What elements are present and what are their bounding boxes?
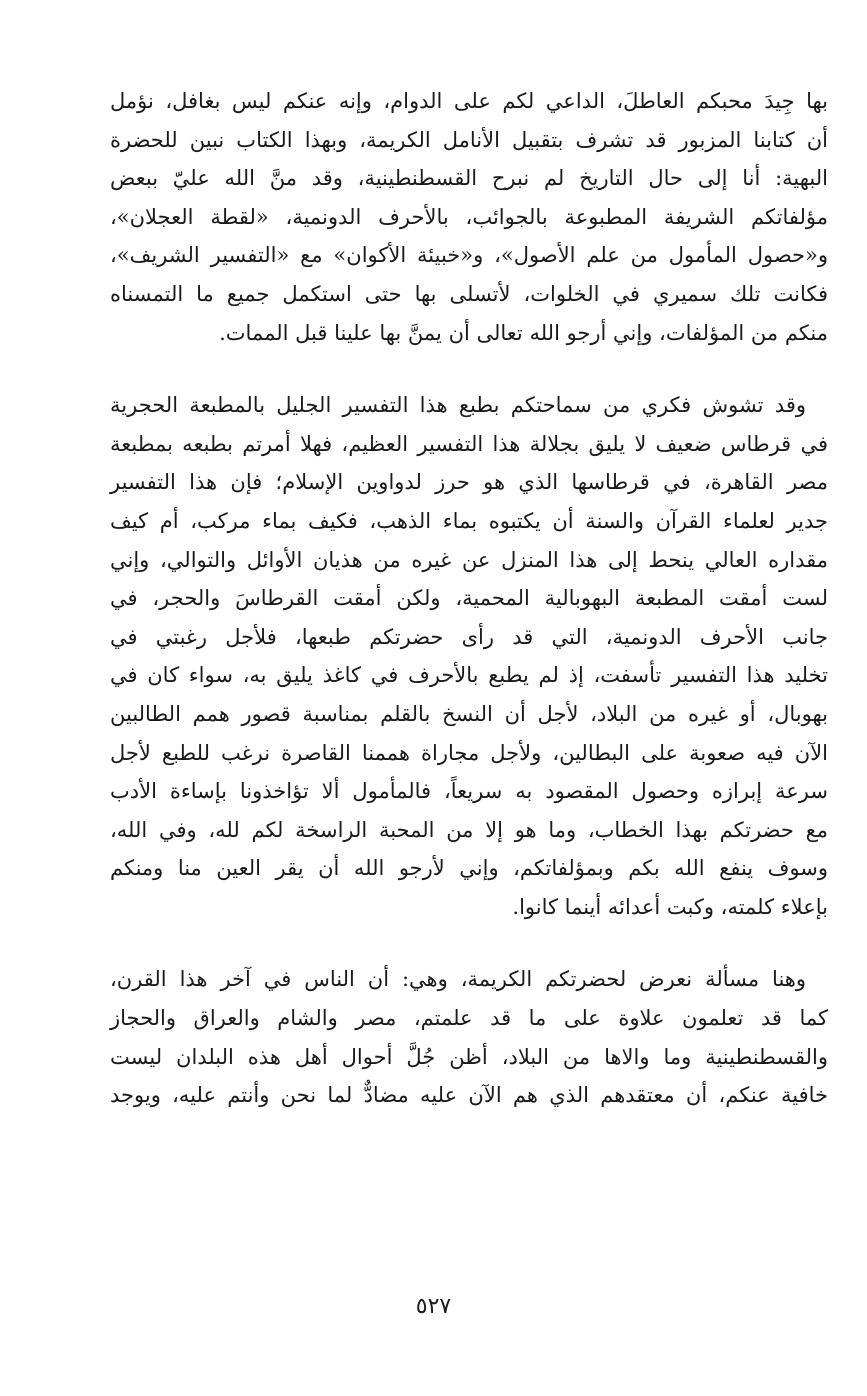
text-line: مصر القاهرة، في قرطاسها الذي هو حرز لدواوين الإسلام؛ فإن هذا التفسير <box>110 470 828 495</box>
text-line: خافية عنكم، أن معتقدهم الذي هم الآن عليه مضادٌّ لما نحن وأنتم عليه، ويوجد <box>110 1083 828 1108</box>
text-line: في قرطاس ضعيف لا يليق بجلالة هذا التفسير العظيم، فهلا أمرتم بطبعه بمطبعة <box>110 431 828 456</box>
text-line: منكم من المؤلفات، وإني أرجو الله تعالى أن يمنَّ بها علينا قبل الممات. <box>219 320 828 345</box>
text-line: و«حصول المأمول من علم الأصول»، و«خبيئة الأكوان» مع «التفسير الشريف»، <box>110 243 828 268</box>
text-line: كما قد تعلمون علاوة على ما قد علمتم، مصر والشام والعراق والحجاز <box>110 1006 828 1031</box>
text-line: سرعة إبرازه وحصول المقصود به سريعاً، فالمأمول ألا تؤاخذونا بإساءة الأدب <box>110 779 828 804</box>
text-line: بهوبال، أو غيره من البلاد، لأجل أن النسخ بالقلم بمناسبة قصور همم الطالبين <box>110 701 828 726</box>
page-body <box>110 82 828 1115</box>
text-line: فكانت تلك سميري في الخلوات، لأتسلى بها حتى استكمل جميع ما التمسناه <box>110 281 828 306</box>
text-line: والقسطنطينية وما والاها من البلاد، أظن جُلَّ أحوال أهل هذه البلدان ليست <box>110 1044 828 1069</box>
text-line: مؤلفاتكم الشريفة المطبوعة بالجوائب، بالأحرف الدونمية، «لقطة العجلان»، <box>110 204 828 229</box>
text-line: وقد تشوش فكري من سماحتكم بطبع هذا التفسير الجليل بالمطبعة الحجرية <box>110 393 806 418</box>
text-line: مقداره العالي ينحط إلى هذا المنزل عن غيره من هذيان الأوائل والتوالي، وإني <box>110 547 828 572</box>
text-line: جدير لعلماء القرآن والسنة أن يكتبوه بماء الذهب، فكيف بماء مركب، أم كيف <box>110 508 828 533</box>
paragraph-1 <box>110 82 828 352</box>
text-line: بها جِيدَ محبكم العاطلَ، الداعي لكم على الدوام، وإنه عنكم ليس بغافل، نؤمل <box>110 89 828 113</box>
text-line: لست أمقت المطبعة البهوبالية المحمية، ولكن أمقت القرطاسَ والحجر، في <box>110 586 828 611</box>
page-number: ٥٢٧ <box>415 1294 452 1319</box>
text-line: بإعلاء كلمته، وكبت أعدائه أينما كانوا. <box>512 894 828 919</box>
text-line: البهية: أنا إلى حال التاريخ لم نبرح القسطنطينية، وقد منَّ الله عليّ ببعض <box>110 166 828 191</box>
text-line: وسوف ينفع الله بكم وبمؤلفاتكم، وإني لأرجو الله أن يقر العين منا ومنكم <box>110 856 828 881</box>
text-line: وهنا مسألة نعرض لحضرتكم الكريمة، وهي: أن الناس في آخر هذا القرن، <box>110 967 806 992</box>
text-line: مع حضرتكم بهذا الخطاب، وما هو إلا من المحبة الراسخة لكم لله، وفي الله، <box>110 817 828 842</box>
text-line: الآن فيه صعوبة على البطالين، ولأجل مجاراة هممنا القاصرة نرغب للطبع لأجل <box>110 740 828 765</box>
text-line: جانب الأحرف الدونمية، التي قد رأى حضرتكم طبعها، فلأجل رغبتي في <box>110 624 828 649</box>
text-line: تخليد هذا التفسير تأسفت، إذ لم يطبع بالأحرف في كاغذ يليق به، سواء كان في <box>110 663 828 688</box>
paragraph-3 <box>110 960 828 1114</box>
text-line: أن كتابنا المزبور قد تشرف بتقبيل الأنامل الكريمة، وبهذا الكتاب نبين للحضرة <box>110 127 828 152</box>
paragraph-2 <box>110 386 828 926</box>
